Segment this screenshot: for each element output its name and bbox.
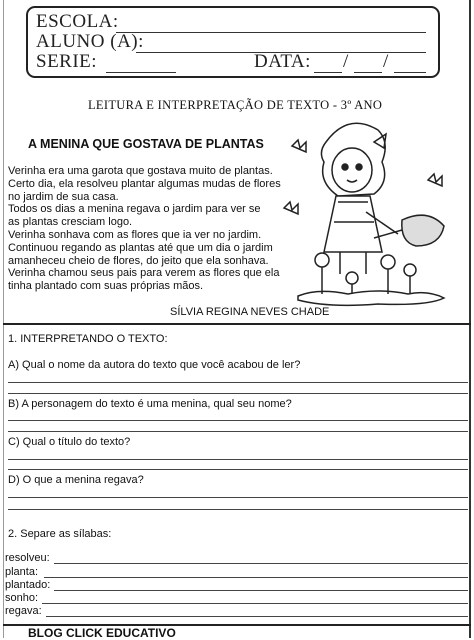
- syllable-word-plantado: plantado:: [5, 579, 51, 591]
- header-box: [26, 6, 440, 78]
- date-day-field[interactable]: [314, 72, 342, 73]
- worksheet-subtitle: LEITURA E INTERPRETAÇÃO DE TEXTO - 3º ANO: [88, 98, 383, 112]
- story-body: [8, 165, 281, 293]
- date-slash-1: /: [343, 51, 349, 72]
- section2-title: 2. Separe as sílabas:: [8, 528, 112, 540]
- section1-title: 1. INTERPRETANDO O TEXTO:: [8, 333, 168, 345]
- question-c: C) Qual o título do texto?: [8, 436, 131, 448]
- story-line: Continuou regando as plantas até que um dia o jardim: [8, 241, 273, 254]
- answer-line[interactable]: [8, 469, 468, 470]
- answer-line[interactable]: [8, 382, 468, 383]
- serie-field[interactable]: [106, 72, 176, 73]
- story-title: A MENINA QUE GOSTAVA DE PLANTAS: [28, 137, 264, 151]
- story-line: amanheceu cheio de flores, do jeito que ela sonhava.: [8, 254, 269, 267]
- syllable-word-resolveu: resolveu:: [5, 552, 50, 564]
- syllable-answer-line[interactable]: [44, 577, 468, 578]
- answer-line[interactable]: [8, 509, 468, 510]
- date-slash-2: /: [383, 51, 389, 72]
- question-b: B) A personagem do texto é uma menina, qual seu nome?: [8, 398, 292, 410]
- story-line: as plantas cresciam logo.: [8, 216, 133, 229]
- story-line: no jardim de sua casa.: [8, 190, 119, 203]
- story-author: SÍLVIA REGINA NEVES CHADE: [170, 306, 330, 318]
- page-border-right: [469, 0, 471, 638]
- syllable-word-sonho: sonho:: [5, 592, 39, 604]
- answer-line[interactable]: [8, 497, 468, 498]
- serie-label: SERIE:: [36, 51, 98, 72]
- syllable-answer-line[interactable]: [54, 590, 468, 591]
- footer-blog-name: BLOG CLICK EDUCATIVO: [28, 626, 176, 640]
- story-line: tinha plantado com suas próprias mãos.: [8, 280, 204, 293]
- question-d: D) O que a menina regava?: [8, 474, 144, 486]
- syllable-word-planta: planta:: [5, 566, 39, 578]
- syllable-answer-line[interactable]: [54, 563, 468, 564]
- section-divider: [3, 323, 471, 325]
- story-line: Verinha chamou seus pais para verem as flores que ela: [8, 267, 280, 280]
- syllable-word-regava: regava:: [5, 605, 42, 617]
- answer-line[interactable]: [8, 393, 468, 394]
- date-month-field[interactable]: [354, 72, 382, 73]
- story-line: Verinha sonhava com as flores que ia ver no jardim.: [8, 228, 262, 241]
- story-line: Certo dia, ela resolveu plantar algumas mudas de flores: [8, 177, 281, 190]
- aluno-label: ALUNO (A):: [36, 31, 144, 52]
- date-year-field[interactable]: [394, 72, 426, 73]
- syllable-answer-line[interactable]: [42, 603, 468, 604]
- story-line: Todos os dias a menina regava o jardim para ver se: [8, 203, 261, 216]
- syllable-answer-line[interactable]: [46, 616, 468, 617]
- answer-line[interactable]: [8, 431, 468, 432]
- question-a: A) Qual o nome da autora do texto que você acabou de ler?: [8, 359, 301, 371]
- escola-label: ESCOLA:: [36, 11, 119, 32]
- page-border-left: [3, 0, 4, 638]
- answer-line[interactable]: [8, 420, 468, 421]
- girl-watering-plants-illustration: [278, 112, 458, 312]
- data-label: DATA:: [254, 51, 311, 72]
- story-line: Verinha era uma garota que gostava muito de plantas.: [8, 165, 273, 177]
- escola-field[interactable]: [116, 32, 426, 33]
- answer-line[interactable]: [8, 459, 468, 460]
